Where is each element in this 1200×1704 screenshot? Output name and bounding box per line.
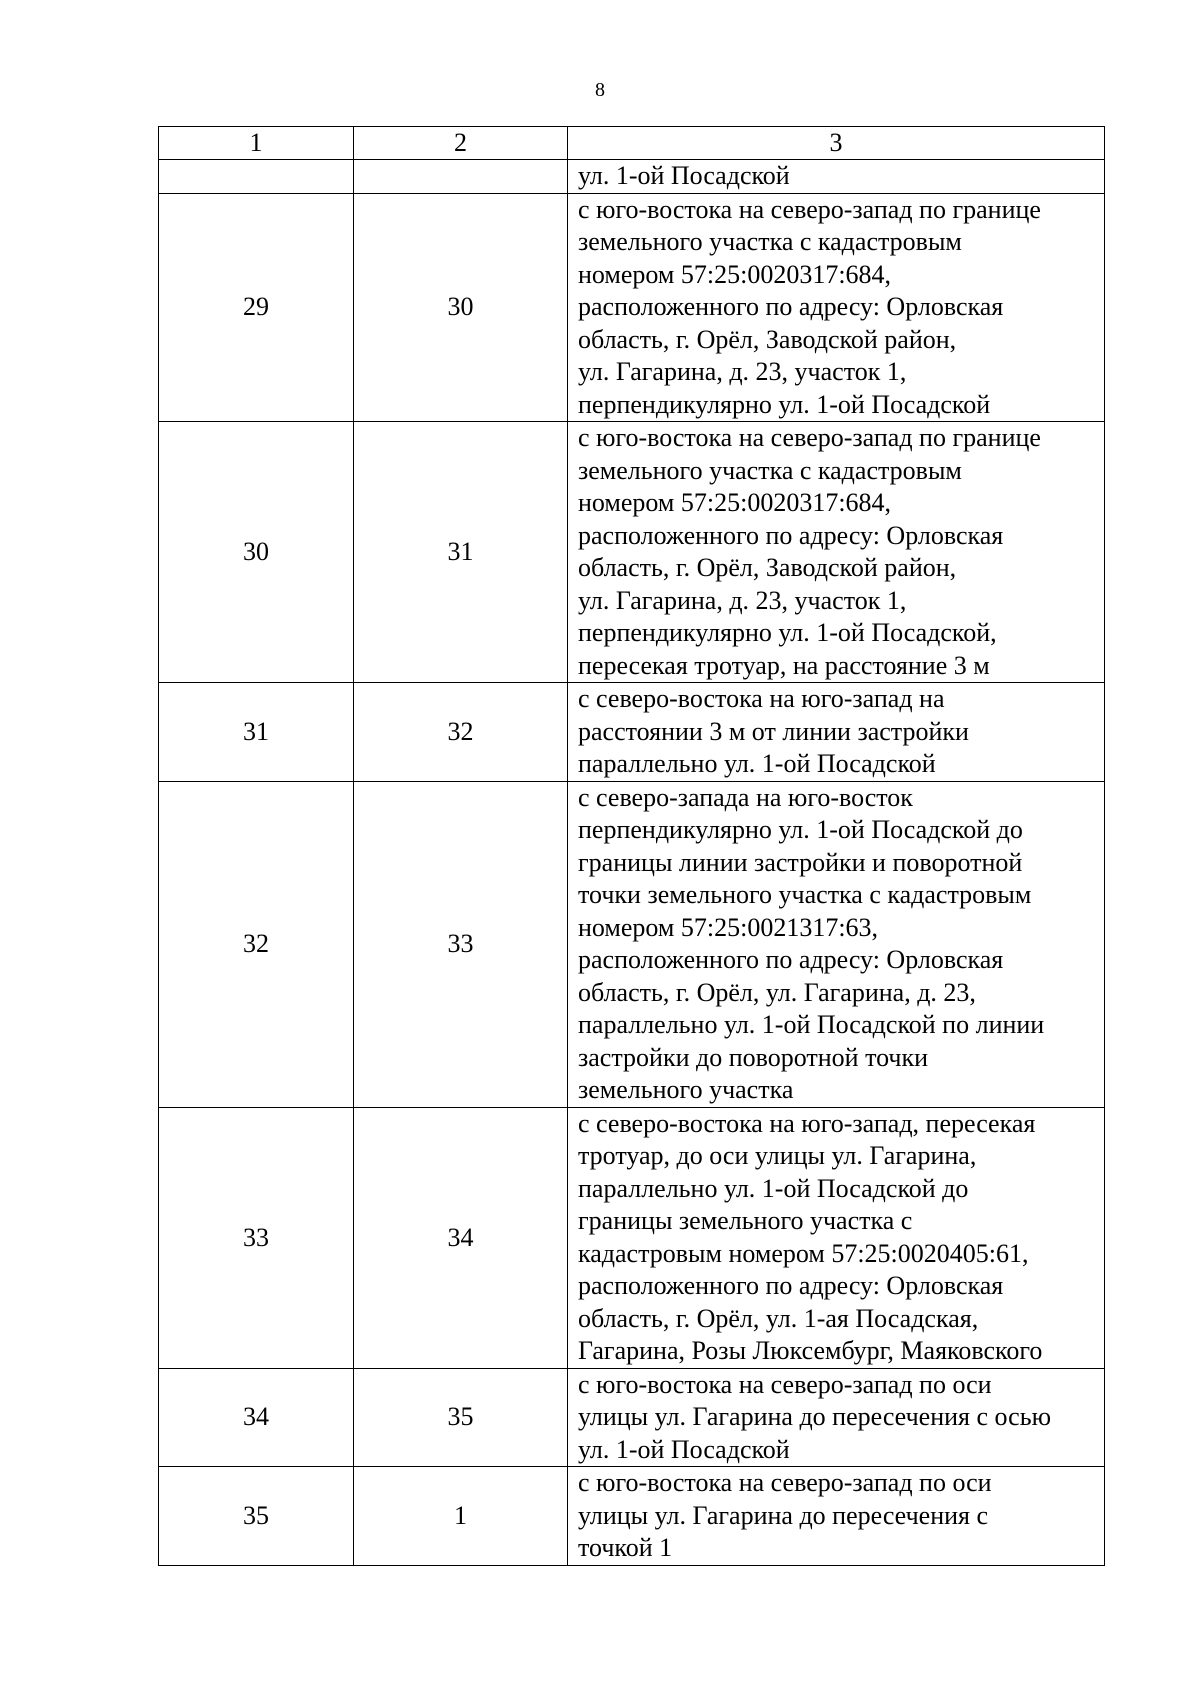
page-number: 8 — [595, 79, 605, 101]
description-line: область, г. Орёл, Заводской район, — [578, 324, 957, 354]
description-cell — [568, 781, 1105, 1107]
end-point-cell: 33 — [354, 781, 568, 1107]
description-line: область, г. Орёл, Заводской район, — [578, 553, 957, 582]
description-cell — [568, 683, 1105, 782]
description-line: перпендикулярно ул. 1-ой Посадской — [578, 389, 991, 419]
description-line: расположенного по адресу: Орловская — [578, 1271, 1004, 1300]
start-point-cell: 32 — [159, 781, 354, 1107]
table-row — [159, 193, 1105, 422]
description-line: параллельно ул. 1-ой Посадской — [578, 749, 936, 778]
description-cell — [568, 422, 1105, 683]
description-line: расположенного по адресу: Орловская — [578, 520, 1004, 550]
description-line: земельного участка — [578, 1075, 794, 1104]
description-line: ул. 1-ой Посадской — [578, 1434, 790, 1464]
table-row — [159, 781, 1105, 1107]
description-line: ул. Гагарина, д. 23, участок 1, — [578, 585, 907, 615]
description-line: тротуар, до оси улицы ул. Гагарина, — [578, 1141, 977, 1170]
description-line: область, г. Орёл, ул. Гагарина, д. 23, — [578, 977, 976, 1007]
description-line: с северо-запада на юго-восток — [578, 782, 913, 812]
description-line: границы линии застройки и поворотной — [578, 847, 1023, 877]
description-line: расположенного по адресу: Орловская — [578, 945, 1004, 974]
description-line: с юго-востока на северо-запад по границе — [578, 194, 1041, 224]
description-cell — [568, 1107, 1105, 1368]
description-line: земельного участка с кадастровым — [578, 227, 962, 256]
column-header-1: 1 — [159, 127, 354, 160]
description-line: параллельно ул. 1-ой Посадской до — [578, 1173, 969, 1203]
table-row — [159, 1467, 1105, 1566]
description-line: параллельно ул. 1-ой Посадской по линии — [578, 1010, 1045, 1039]
description-line: улицы ул. Гагарина до пересечения с — [578, 1500, 989, 1530]
header-row — [159, 127, 1105, 160]
end-point-cell — [354, 160, 568, 194]
description-line: с северо-востока на юго-запад на — [578, 684, 945, 713]
description-line: номером 57:25:0021317:63, — [578, 912, 879, 942]
description-line: ул. 1-ой Посадской — [578, 161, 790, 190]
start-point-cell: 29 — [159, 193, 354, 422]
end-point-cell: 30 — [354, 193, 568, 422]
table-row — [159, 160, 1105, 194]
table-row — [159, 1107, 1105, 1368]
description-line: с северо-востока на юго-запад, пересекая — [578, 1108, 1036, 1138]
table-row — [159, 1368, 1105, 1467]
table-row — [159, 683, 1105, 782]
description-line: расположенного по адресу: Орловская — [578, 292, 1004, 321]
end-point-cell: 31 — [354, 422, 568, 683]
description-cell — [568, 193, 1105, 422]
description-line: точкой 1 — [578, 1533, 673, 1562]
boundary-points-table — [158, 126, 1105, 1566]
start-point-cell: 33 — [159, 1107, 354, 1368]
description-line: застройки до поворотной точки — [578, 1042, 929, 1072]
column-header-3: 3 — [568, 127, 1105, 160]
description-cell — [568, 160, 1105, 194]
description-cell — [568, 1368, 1105, 1467]
column-header-2: 2 — [354, 127, 568, 160]
description-line: с юго-востока на северо-запад по оси — [578, 1468, 992, 1497]
description-line: ул. Гагарина, д. 23, участок 1, — [578, 357, 907, 386]
start-point-cell: 31 — [159, 683, 354, 782]
table-body — [159, 127, 1105, 1566]
description-line: улицы ул. Гагарина до пересечения с осью — [578, 1402, 1051, 1431]
end-point-cell: 32 — [354, 683, 568, 782]
description-line: границы земельного участка с — [578, 1206, 913, 1235]
description-cell — [568, 1467, 1105, 1566]
description-line: расстоянии 3 м от линии застройки — [578, 716, 969, 746]
description-line: с юго-востока на северо-запад по границе — [578, 423, 1041, 452]
start-point-cell: 34 — [159, 1368, 354, 1467]
end-point-cell: 1 — [354, 1467, 568, 1566]
description-line: точки земельного участка с кадастровым — [578, 880, 1032, 909]
description-line: перпендикулярно ул. 1-ой Посадской, — [578, 618, 997, 647]
description-line: кадастровым номером 57:25:0020405:61, — [578, 1238, 1029, 1268]
description-line: перпендикулярно ул. 1-ой Посадской до — [578, 815, 1023, 844]
table-row — [159, 422, 1105, 683]
end-point-cell: 35 — [354, 1368, 568, 1467]
description-line: номером 57:25:0020317:684, — [578, 259, 892, 289]
description-line: номером 57:25:0020317:684, — [578, 488, 892, 517]
description-line: пересекая тротуар, на расстояние 3 м — [578, 650, 990, 680]
start-point-cell: 30 — [159, 422, 354, 683]
start-point-cell: 35 — [159, 1467, 354, 1566]
end-point-cell: 34 — [354, 1107, 568, 1368]
start-point-cell — [159, 160, 354, 194]
description-line: область, г. Орёл, ул. 1-ая Посадская, — [578, 1303, 979, 1333]
description-line: земельного участка с кадастровым — [578, 455, 962, 485]
description-line: Гагарина, Розы Люксембург, Маяковского — [578, 1336, 1043, 1365]
description-line: с юго-востока на северо-запад по оси — [578, 1369, 992, 1399]
